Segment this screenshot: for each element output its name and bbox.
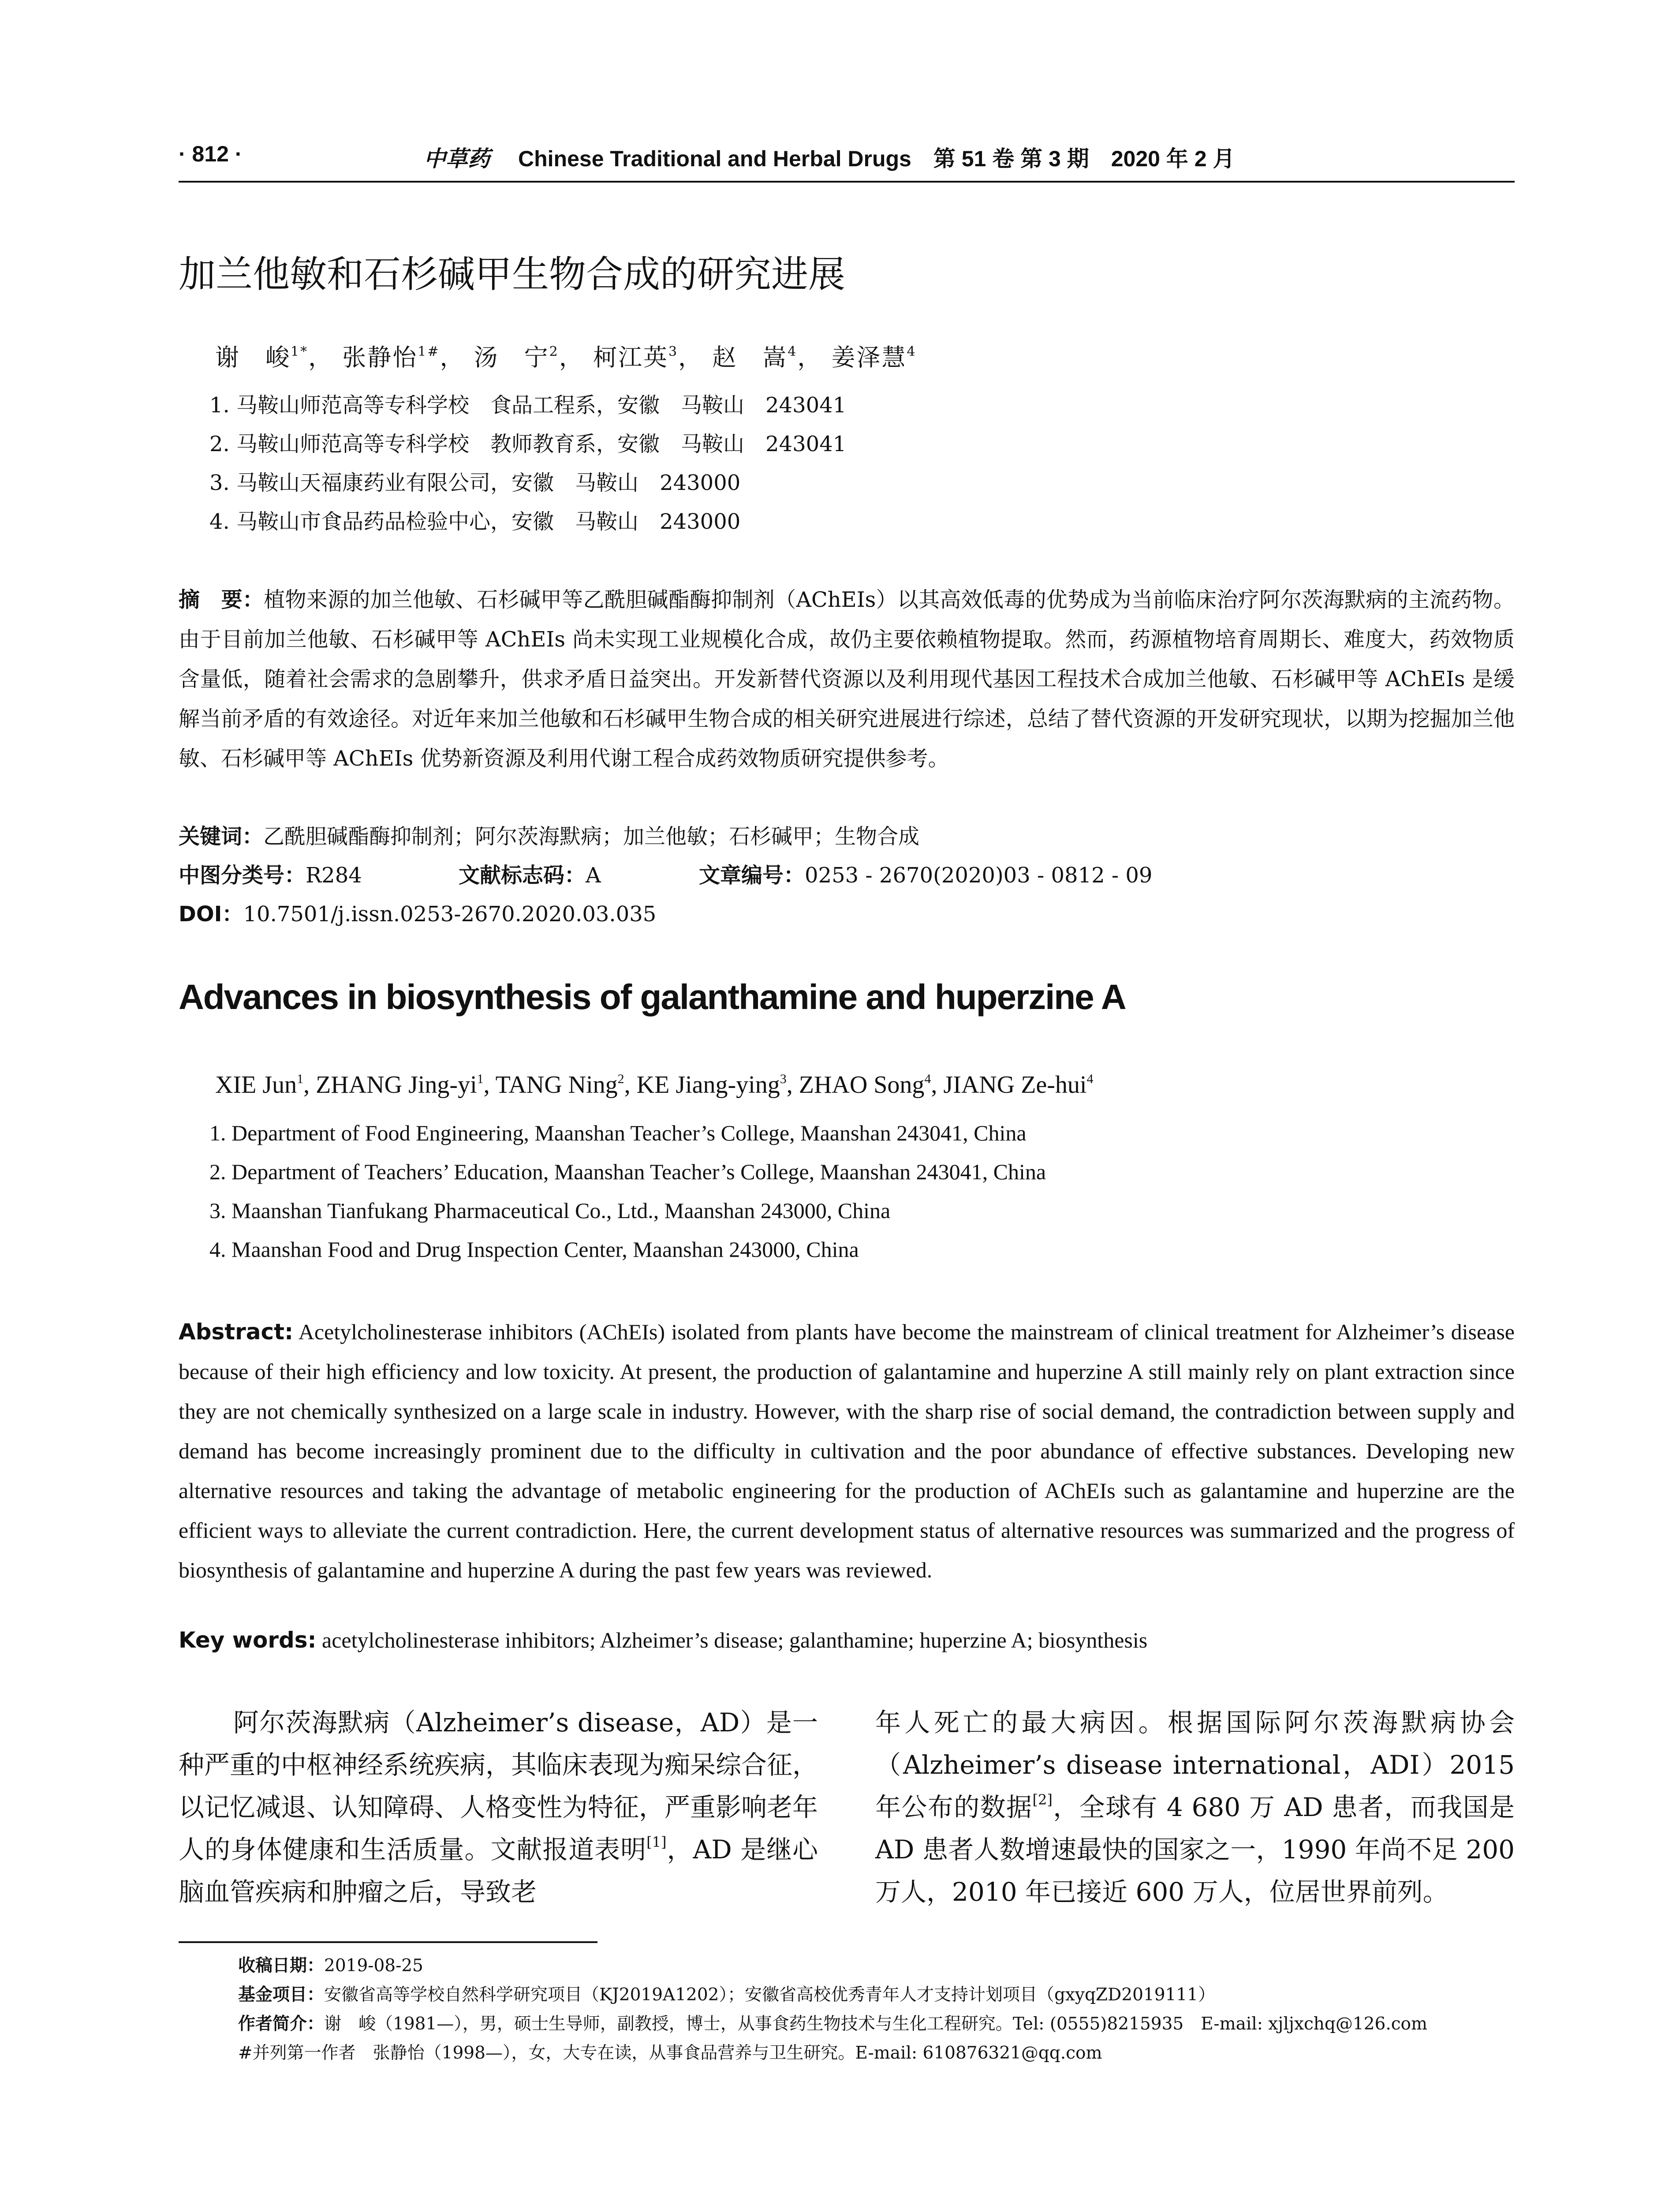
article-number <box>699 858 1152 889</box>
keywords-cn <box>179 819 919 850</box>
author-name: 汤 宁 <box>474 344 549 371</box>
author-sup-en: 4 <box>924 1072 931 1086</box>
footnote-co-first-author: #并列第一作者 张静怡（1998—），女，大专在读，从事食品营养与卫生研究。E-mail: 610876321@qq.com <box>238 2043 1102 2063</box>
author-name-en: ZHANG Jing-yi <box>316 1071 477 1099</box>
affiliation-en: 4. Maanshan Food and Drug Inspection Center, Maanshan 243000, China <box>209 1237 859 1262</box>
affiliation-cn: 3. 马鞍山天福康药业有限公司，安徽 马鞍山 243000 <box>209 471 741 495</box>
article-number-value: 0253 - 2670(2020)03 - 0812 - 09 <box>805 863 1153 888</box>
author-name-en: ZHAO Song <box>799 1071 925 1099</box>
journal-info: Chinese Traditional and Herbal Drugs 第 51 卷 第 3 期 2020 年 2 月 <box>518 146 1235 171</box>
author-name: 赵 嵩 <box>712 344 788 371</box>
author-name: 柯江英 <box>593 344 668 371</box>
received-label: 收稿日期： <box>238 1956 325 1976</box>
footnote-received <box>238 1951 1517 1981</box>
body-text: 阿尔茨海默病（Alzheimer’s disease，AD）是一种严重的中枢神经系统疾病，其临床表现为痴呆综合征，以记忆减退、认知障碍、人格变性为特征，严重影响老年人的身体健康和生活质量。文献报道表明 <box>179 1708 818 1865</box>
article-title-cn: 加兰他敏和石杉碱甲生物合成的研究进展 <box>179 253 846 296</box>
page-number: · 812 · <box>179 142 243 166</box>
fund-text: 安徽省高等学校自然科学研究项目（KJ2019A1202）；安徽省高校优秀青年人才支持计划项目（gxyqZD2019111） <box>324 1985 1215 2005</box>
footnotes <box>238 1951 1517 2068</box>
doc-code <box>459 858 601 889</box>
keywords-label-cn: 关键词： <box>179 824 264 849</box>
author-name: 谢 峻 <box>215 344 291 371</box>
abstract-en <box>179 1312 1515 1590</box>
author-sup: 1* <box>291 344 309 359</box>
body-column-left <box>179 1701 818 1913</box>
author-sup: 2 <box>549 344 559 359</box>
author-bio-label: 作者简介： <box>238 2014 325 2034</box>
abstract-cn <box>179 580 1515 778</box>
footnote-fund <box>238 1981 1517 2010</box>
abstract-label-en: Abstract: <box>179 1319 294 1345</box>
affiliation-cn: 1. 马鞍山师范高等专科学校 食品工程系，安徽 马鞍山 243041 <box>209 393 847 418</box>
keywords-text-en: acetylcholinesterase inhibitors; Alzheimer’s disease; galanthamine; huperzine A; biosynthesis <box>322 1628 1148 1652</box>
running-header <box>179 131 1515 183</box>
classification-line <box>179 858 1153 889</box>
body-text: 年人死亡的最大病因。根据国际阿尔茨海默病协会（Alzheimer’s disease international，ADI）2015 年公布的数据 <box>875 1708 1515 1822</box>
keywords-text-cn: 乙酰胆碱酯酶抑制剂；阿尔茨海默病；加兰他敏；石杉碱甲；生物合成 <box>263 824 920 849</box>
journal-name-cn: 中草药 <box>424 146 490 172</box>
author-name-en: TANG Ning <box>495 1071 618 1099</box>
author-list-en: XIE Jun$^1$, ZHANG Jing-$yi^1$, TANG Ning$^2$, KE Jiang-ying$^3$, ZHAO Song$^4$, JIANG Ze-hui$^4$ <box>215 1071 1094 1099</box>
citation-ref: [1] <box>646 1834 667 1850</box>
author-sup-en: 1 <box>297 1072 304 1086</box>
affiliation-en: 2. Department of Teachers’ Education, Maanshan Teacher’s College, Maanshan 243041, China <box>209 1159 1046 1184</box>
author-sup: 1# <box>418 344 440 359</box>
footnote-divider <box>179 1941 597 1943</box>
author-name-en: JIANG Ze-hui <box>943 1071 1087 1099</box>
body-text: ，全球有 4 680 万 AD 患者，而我国是 AD 患者人数增速最快的国家之一，1990 年尚不足 200 万人，2010 年已接近 600 万人，位居世界前列。 <box>875 1792 1515 1907</box>
author-name: 张静怡 <box>342 344 418 371</box>
received-date: 2019-08-25 <box>324 1956 423 1976</box>
author-name: 姜泽慧 <box>831 344 907 371</box>
keywords-en <box>179 1627 1147 1653</box>
author-bio-text: 谢 峻（1981—），男，硕士生导师，副教授，博士，从事食药生物技术与生化工程研究。Tel: (0555)8215935 E-mail: xjljxchq@126.com <box>324 2014 1428 2034</box>
author-name-en: XIE Jun <box>215 1071 297 1099</box>
doi-line <box>179 897 656 927</box>
article-title-en: Advances in biosynthesis of galanthamine and huperzine A <box>179 977 1126 1017</box>
author-sup-en: 3 <box>780 1072 787 1086</box>
abstract-text-cn: 植物来源的加兰他敏、石杉碱甲等乙酰胆碱酯酶抑制剂（AChEIs）以其高效低毒的优势成为当前临床治疗阿尔茨海默病的主流药物。由于目前加兰他敏、石杉碱甲等 AChEIs 尚未实现工业规模化合成，故仍主要依赖植物提取。然而，药源植物培育周期长、难度大，药效物质含量低，随着社会需求的急剧攀升，供求矛盾日益突出。开发新替代资源以及利用现代基因工程技术合成加兰他敏、石杉碱甲等 AChEIs 是缓解当前矛盾的有效途径。对近年来加兰他敏和石杉碱甲生物合成的相关研究进展进行综述，总结了替代资源的开发研究现状，以期为挖掘加兰他敏、石杉碱甲等 AChEIs 优势新资源及利用代谢工程合成药效物质研究提供参考。 <box>179 587 1515 771</box>
author-sup: 3 <box>668 344 679 359</box>
doi-value: 10.7501/j.issn.0253-2670.2020.03.035 <box>243 902 657 927</box>
abstract-text-en: Acetylcholinesterase inhibitors (AChEIs) isolated from plants have become the mainstream of clinical treatment for Alzheimer’s disease because of their high efficiency and low toxicity. At present, the production of galantamine and huperzine A still mainly rely on plant extraction since they are not chemically synthesized on a large scale in industry. However, with the sharp rise of social demand, the contradiction between supply and demand has become increasingly prominent due to the difficulty in cultivation and the poor abundance of effective substances. Developing new alternative resources and taking the advantage of metabolic engineering for the production of AChEIs such as galantamine and huperzine are the efficient ways to alleviate the current contradiction. Here, the current development status of alternative resources was summarized and the progress of biosynthesis of galantamine and huperzine A during the past few years was reviewed. <box>179 1319 1515 1582</box>
author-list-cn: 谢 峻$^{1*}$， 张静怡$^{1\#}$， 汤 宁$^2$， 柯江英$^3$， 赵 嵩$^4$， 姜泽慧$^4$ <box>215 344 917 371</box>
author-sup: 4 <box>907 344 917 359</box>
affiliation-en: 1. Department of Food Engineering, Maanshan Teacher’s College, Maanshan 243041, China <box>209 1121 1027 1145</box>
author-sup: 4 <box>788 344 798 359</box>
clc-label: 中图分类号： <box>179 863 306 888</box>
body-text: ，AD 是继心脑血管疾病和肿瘤之后，导致老 <box>179 1835 818 1907</box>
doc-code-label: 文献标志码： <box>459 863 586 888</box>
doc-code-value: A <box>586 863 601 888</box>
affiliation-en: 3. Maanshan Tianfukang Pharmaceutical Co., Ltd., Maanshan 243000, China <box>209 1198 891 1223</box>
author-name-en: KE Jiang-ying <box>636 1071 780 1099</box>
abstract-label-cn: 摘 要： <box>179 587 264 612</box>
affiliation-cn: 4. 马鞍山市食品药品检验中心，安徽 马鞍山 243000 <box>209 509 741 534</box>
citation-ref: [2] <box>1032 1791 1053 1808</box>
body-column-right <box>875 1701 1515 1913</box>
author-sup-en: 2 <box>617 1072 624 1086</box>
doi-label: DOI： <box>179 902 243 927</box>
author-sup-en: 4 <box>1086 1072 1094 1086</box>
fund-label: 基金项目： <box>238 1985 325 2005</box>
affiliation-cn: 2. 马鞍山师范高等专科学校 教师教育系，安徽 马鞍山 243041 <box>209 432 847 456</box>
author-sup-en: 1 <box>477 1072 484 1086</box>
article-number-label: 文章编号： <box>699 863 805 888</box>
footnote-author <box>238 2010 1517 2039</box>
clc-value: R284 <box>306 863 362 888</box>
keywords-label-en: Key words: <box>179 1627 317 1653</box>
